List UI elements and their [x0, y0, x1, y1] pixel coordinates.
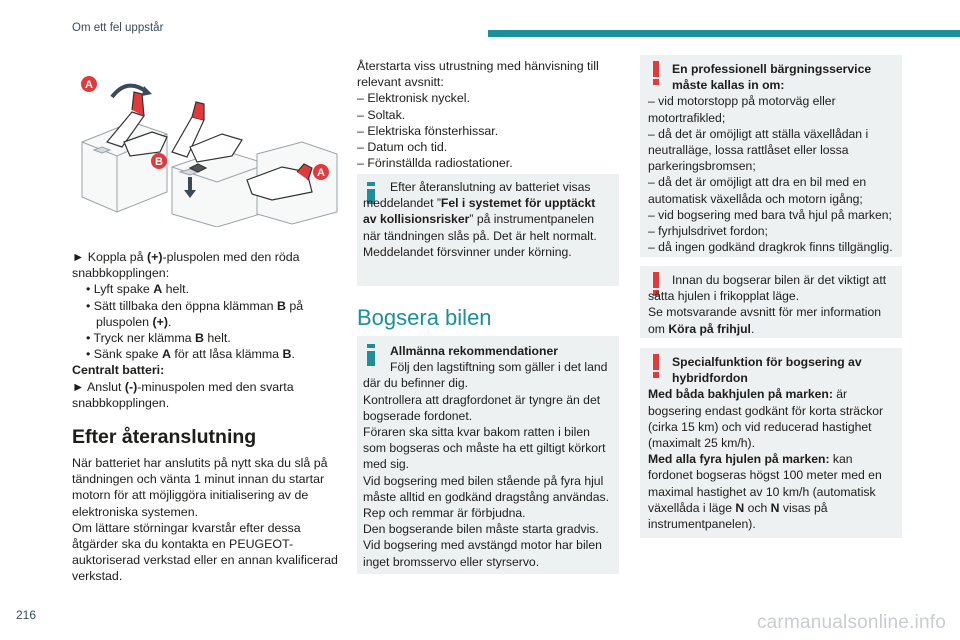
- warning1-item: – då ingen godkänd dragkrok finns tillgänglig.: [648, 240, 893, 255]
- warning1-title: En professionell bärgningsservice måste kallas in om:: [672, 62, 872, 93]
- restart-item: – Elektronisk nyckel.: [357, 91, 470, 106]
- left-column: [72, 249, 342, 585]
- para-contact-workshop: Om lättare störningar kvarstår efter dessa åtgärder ska du kontakta en PEUGEOT-auktoriserad verkstad eller en annan kvalificerad verkstad.: [72, 520, 338, 584]
- warning1-item: – då det är omöjligt att dra en bil med en automatisk växellåda och motorn igång;: [648, 175, 867, 206]
- info-collision-text: Efter återanslutning av batteriet visas meddelandet ”Fel i systemet för upptäckt av kollisionsrisker” på instrumentpanelen när tändningen slås på. Det är helt normalt. Meddelandet försvinner under körning.: [363, 180, 597, 259]
- warning1-item: – då det är omöjligt att ställa växellådan i neutralläge, lossa rattlåset eller lossa parkeringsbromsen;: [648, 126, 869, 174]
- heading-after-reconnection: Efter återanslutning: [72, 426, 257, 449]
- bullet-replace-clamp: • Sätt tillbaka den öppna klämman B på: [86, 298, 304, 313]
- warning-box-freewheel: [640, 266, 902, 338]
- warning-box-hybrid-towing: [640, 348, 902, 538]
- recommendation-line: Vid bogsering med bilen stående på fyra hjul måste alltid en godkänd dragstång användas. Rep och remmar är förbjudna.: [363, 473, 609, 521]
- figure-label-a1: A: [85, 79, 93, 91]
- recommendation-line: Följ den lagstiftning som gäller i det land där du befinner dig.: [363, 360, 608, 391]
- restart-item: – Datum och tid.: [357, 140, 448, 155]
- recommendation-line: Föraren ska sitta kvar bakom ratten i bilen som bogseras och måste ha ett giltigt körkort med sig.: [363, 425, 606, 472]
- heading-towing: Bogsera bilen: [357, 305, 492, 330]
- warning2-text: Innan du bogserar bilen är det viktigt att sätta hjulen i frikopplat läge.: [648, 273, 887, 304]
- restart-item: – Förinställda radiostationer.: [357, 156, 513, 171]
- warning1-item: – vid motorstopp på motorväg eller motortrafikled;: [648, 94, 836, 125]
- figure-label-a2: A: [317, 167, 325, 179]
- bullet-replace-clamp-cont: pluspolen (+).: [96, 314, 172, 329]
- step-connect-positive: ► Koppla på (+)-pluspolen med den röda snabbkopplingen:: [72, 250, 300, 281]
- recommendation-line: Vid bogsering med avstängd motor har bilen inget bromsservo eller styrservo.: [363, 538, 602, 569]
- step-connect-negative: ► Anslut (-)-minuspolen med den svarta snabbkopplingen.: [72, 379, 294, 410]
- restart-intro: Återstarta viss utrustning med hänvisning till relevant avsnitt:: [357, 59, 599, 90]
- warning2-see-more: Se motsvarande avsnitt för mer information om Köra på frihjul.: [648, 305, 882, 336]
- para-initialisation: När batteriet har anslutits på nytt ska du slå på tändningen och vänta 1 minut innan du startar motorn för att möjliggöra initialisering av de elektroniska systemen.: [72, 456, 328, 519]
- header-title: Om ett fel uppstår: [72, 22, 164, 34]
- warning3-title: Specialfunktion för bogsering av hybridfordon: [672, 355, 862, 386]
- info-box-general-recommendations: [357, 336, 619, 574]
- header-accent-bar: [488, 30, 960, 37]
- battery-connector-illustration: [72, 72, 340, 227]
- bullet-lower-lever: • Sänk spake A för att låsa klämma B.: [86, 347, 295, 362]
- warning-box-professional-service: [640, 55, 902, 257]
- bullet-press-clamp: • Tryck ner klämma B helt.: [86, 331, 231, 346]
- bullet-lift-lever: • Lyft spake A helt.: [86, 282, 190, 297]
- restart-item: – Soltak.: [357, 107, 406, 122]
- restart-item: – Elektriska fönsterhissar.: [357, 123, 499, 138]
- figure-label-b: B: [155, 156, 163, 168]
- central-battery-label: Centralt batteri:: [72, 363, 165, 378]
- middle-column-intro: [357, 58, 619, 171]
- warning1-item: – fyrhjulsdrivet fordon;: [648, 224, 768, 239]
- recommendation-line: Kontrollera att dragfordonet är tyngre än det bogserade fordonet.: [363, 392, 601, 423]
- warning3-four-wheels: Med alla fyra hjulen på marken: kan fordonet bogseras högst 100 meter med en maximal hastighet av 10 km/h (automatisk växellåda i läge N och N visas på instrumentpanelen).: [648, 452, 882, 532]
- warning1-item: – vid bogsering med bara två hjul på marken;: [648, 207, 892, 222]
- watermark: carmanualsonline.info: [756, 612, 946, 633]
- recommendation-line: Den bogserande bilen måste starta gradvis.: [363, 522, 599, 537]
- page-number: 216: [16, 608, 37, 622]
- info-box-collision-message: [357, 174, 619, 286]
- warning3-rear-wheels: Med båda bakhjulen på marken: är bogsering endast godkänt för korta sträckor (cirka 15 km) och vid reducerad hastighet (maximalt 25 km/h).: [648, 387, 884, 451]
- recommendations-title: Allmänna rekommendationer: [390, 344, 558, 358]
